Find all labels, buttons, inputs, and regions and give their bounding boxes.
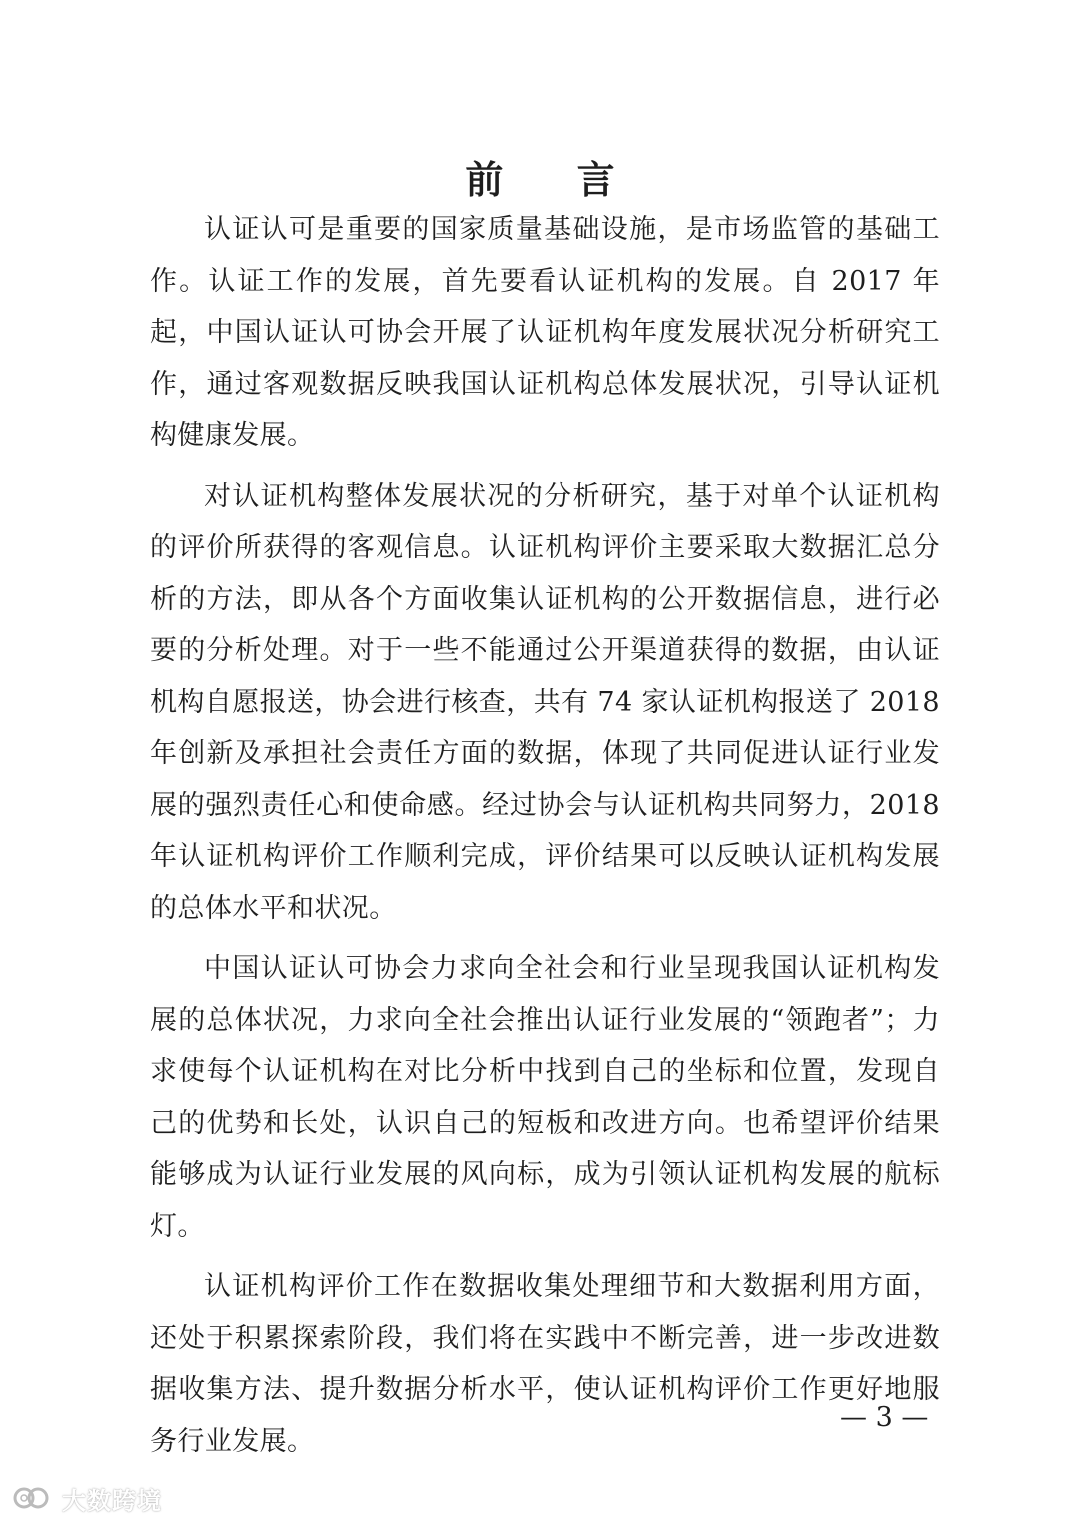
watermark-logo-icon [12,1480,52,1516]
page-title: 前 言 [465,157,645,202]
paragraph: 中国认证认可协会力求向全社会和行业呈现我国认证机构发展的总体状况，力求向全社会推出认证行业发展的“领跑者”；力求使每个认证机构在对比分析中找到自己的坐标和位置，发现自己的优势和长处，认识自己的短板和改进方向。也希望评价结果能够成为认证行业发展的风向标，成为引领认证机构发展的航标灯。 [150,953,940,1242]
watermark-text: 大数跨境 [62,1486,162,1515]
page-number: — 3 — [840,1402,929,1433]
paragraph: 认证机构评价工作在数据收集处理细节和大数据利用方面，还处于积累探索阶段，我们将在实践中不断完善，进一步改进数据收集方法、提升数据分析水平，使认证机构评价工作更好地服务行业发展。 [150,1271,940,1457]
body-text [150,204,940,1476]
paragraph: 认证认可是重要的国家质量基础设施，是市场监管的基础工作。认证工作的发展，首先要看认证机构的发展。自 2017 年起，中国认证认可协会开展了认证机构年度发展状况分析研究工作，通过客观数据反映我国认证机构总体发展状况，引导认证机构健康发展。 [150,214,940,451]
paragraph: 对认证机构整体发展状况的分析研究，基于对单个认证机构的评价所获得的客观信息。认证机构评价主要采取大数据汇总分析的方法，即从各个方面收集认证机构的公开数据信息，进行必要的分析处理。对于一些不能通过公开渠道获得的数据，由认证机构自愿报送，协会进行核查，共有 74 家认证机构报送了 2018 年创新及承担社会责任方面的数据，体现了共同促进认证行业发展的强烈责任心和使命感。经过协会与认证机构共同努力，2018 年认证机构评价工作顺利完成，评价结果可以反映认证机构发展的总体水平和状况。 [150,480,941,924]
watermark [12,1478,162,1518]
